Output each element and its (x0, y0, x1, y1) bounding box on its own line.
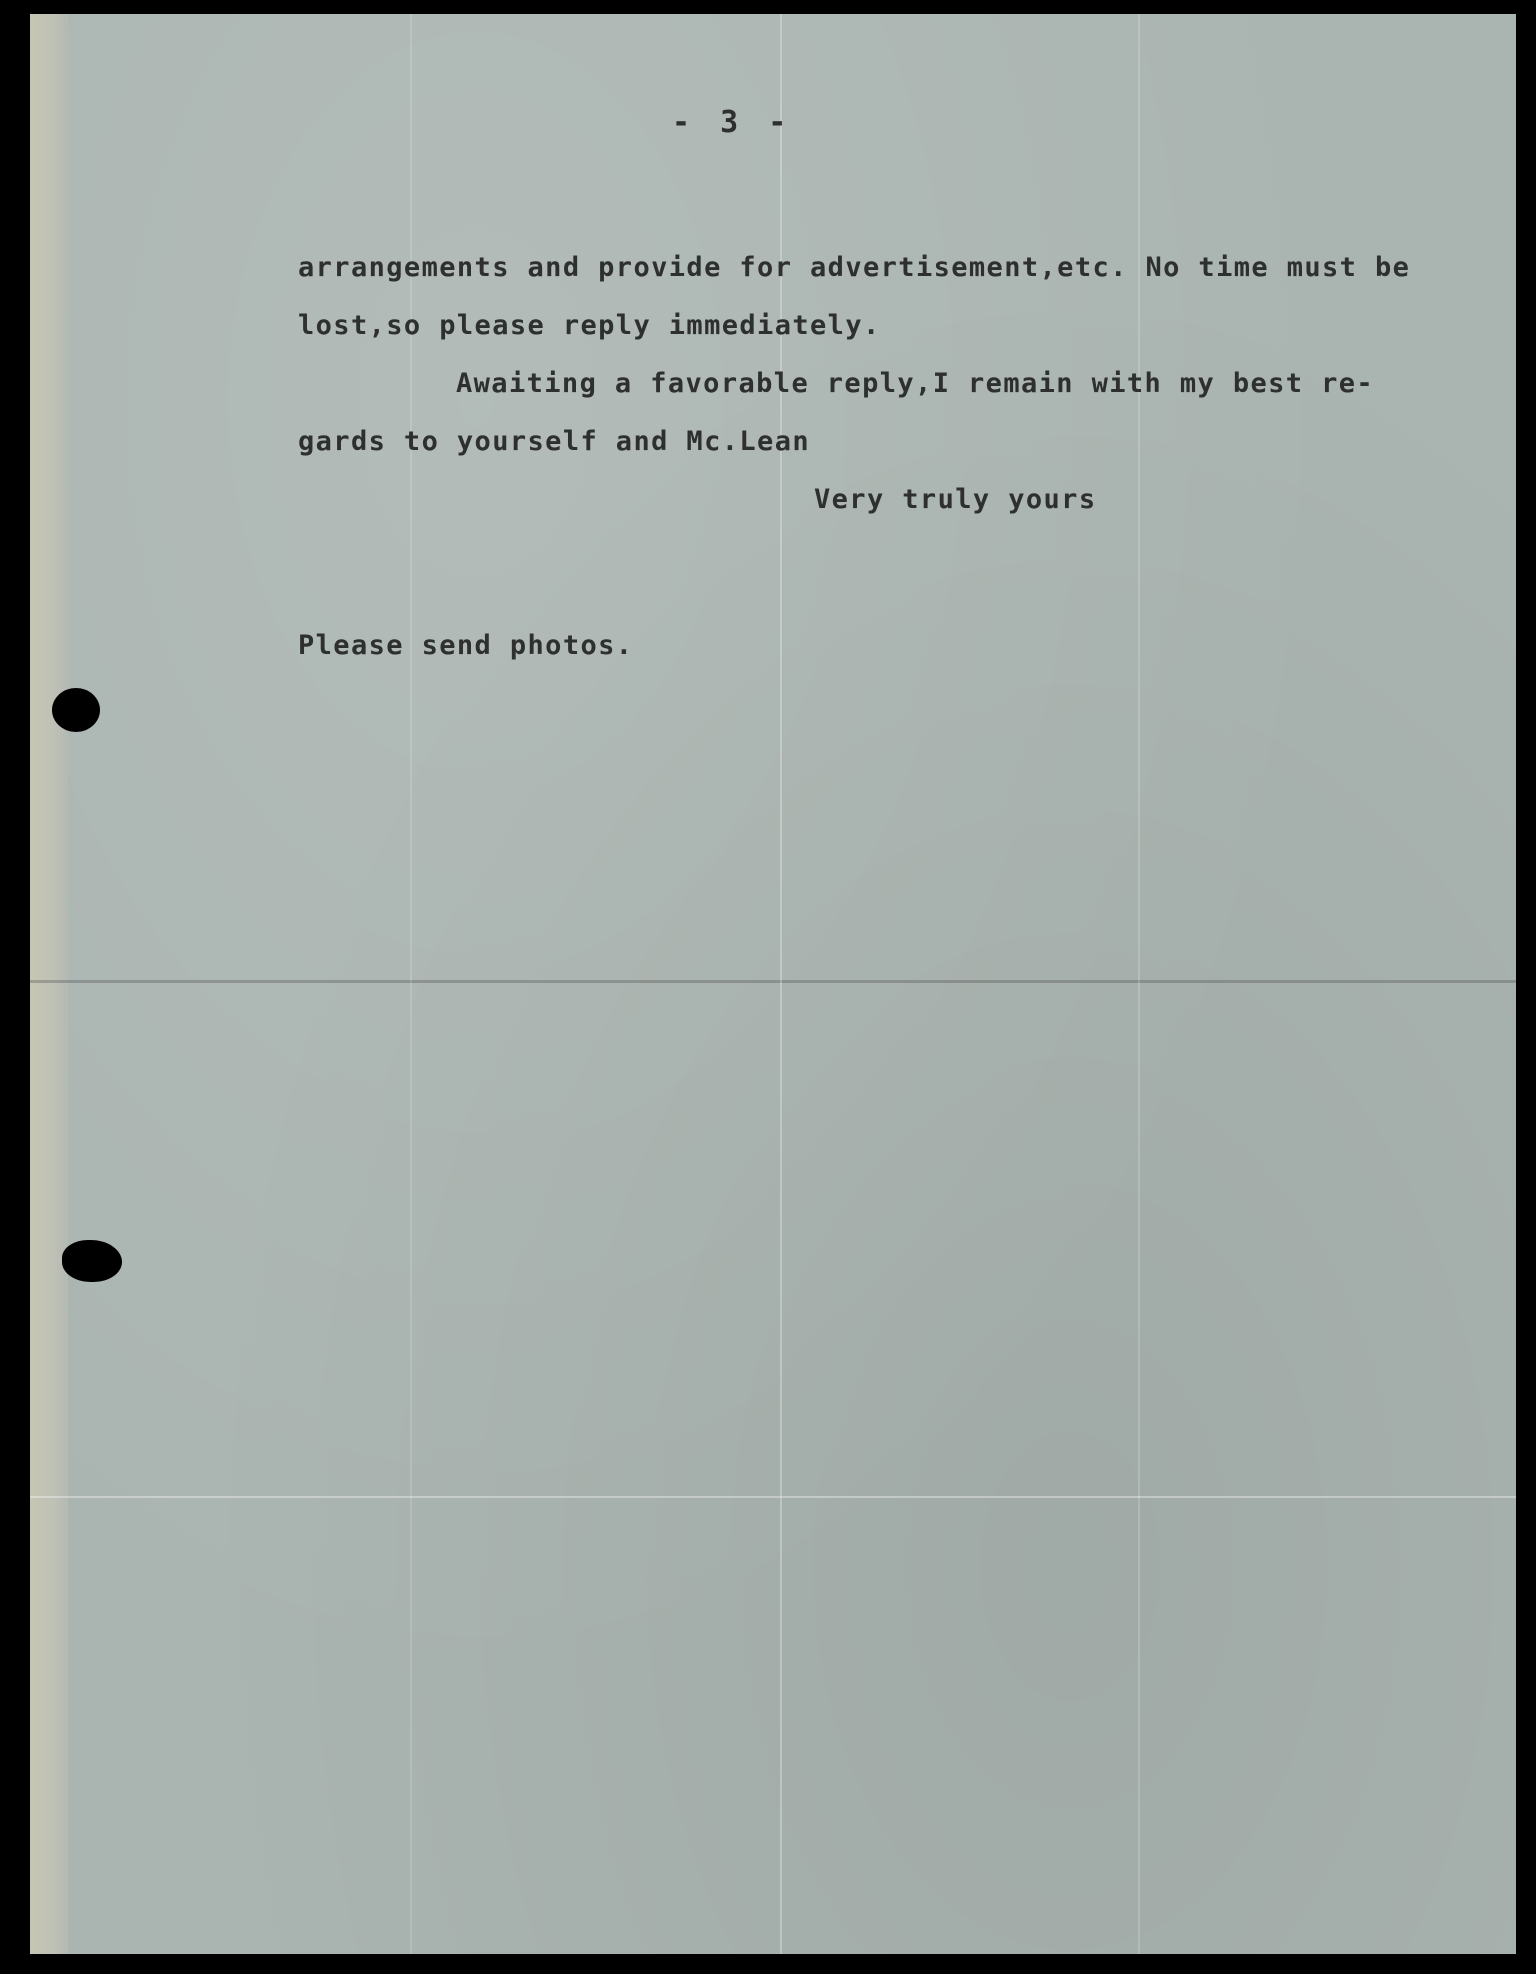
postscript: Please send photos. (298, 630, 634, 661)
vertical-fold-crease (410, 14, 412, 1954)
body-line: arrangements and provide for advertisement,etc. No time must be (298, 252, 1411, 283)
punch-hole (52, 688, 100, 732)
body-line: gards to yourself and Mc.Lean (298, 426, 811, 457)
vertical-fold-crease (780, 14, 782, 1954)
paper-edge-strip (30, 14, 68, 1954)
page-number: - 3 - (672, 105, 793, 140)
closing-salutation: Very truly yours (814, 484, 1097, 515)
body-line: Awaiting a favorable reply,I remain with my best re- (456, 368, 1375, 399)
body-line: lost,so please reply immediately. (298, 310, 881, 341)
horizontal-fold-crease (30, 980, 1516, 983)
horizontal-fold-crease (30, 1496, 1516, 1498)
vertical-fold-crease (1138, 14, 1140, 1954)
torn-hole (62, 1240, 122, 1282)
paper-sheet (30, 14, 1516, 1954)
